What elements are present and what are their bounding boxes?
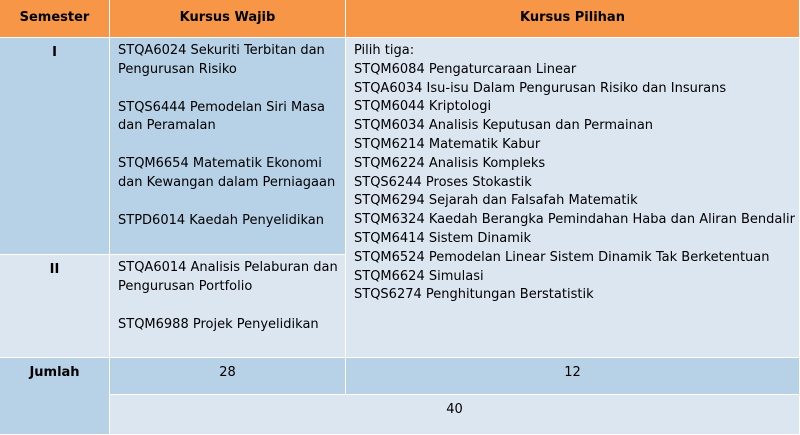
course-item: STQM6654 Matematik Ekonomi dan Kewangan dalam Perniagaan (118, 156, 336, 190)
total-label: Jumlah (0, 358, 110, 435)
elective-item: STQM6324 Kaedah Berangka Pemindahan Haba dan Aliran Bendalir (354, 212, 795, 228)
elective-item: STQS6244 Proses Stokastik (354, 174, 532, 190)
elective-item: STQM6224 Analisis Kompleks (354, 155, 546, 171)
elective-item: STQM6044 Kriptologi (354, 99, 492, 115)
semester-2-label: II (0, 255, 110, 358)
elective-intro: Pilih tiga: (354, 43, 415, 58)
elective-item: STQM6294 Sejarah dan Falsafah Matematik (354, 193, 638, 209)
total-pilihan: 12 (346, 358, 800, 395)
elective-item: STQA6034 Isu-isu Dalam Pengurusan Risiko dan Insurans (354, 80, 727, 96)
course-item: STQA6024 Sekuriti Terbitan dan Pengurusan Risiko (118, 43, 325, 77)
elective-item: STQM6034 Analisis Keputusan dan Permainan (354, 118, 654, 134)
total-wajib: 28 (110, 358, 346, 395)
header-kursus-pilihan: Kursus Pilihan (346, 0, 800, 38)
semester-1-label: I (0, 38, 110, 255)
elective-item: STQM6624 Simulasi (354, 268, 484, 284)
semester-2-courses (110, 255, 346, 358)
elective-item: STQM6524 Pemodelan Linear Sistem Dinamik Tak Berketentuan (354, 249, 770, 265)
course-item: STQM6988 Projek Penyelidikan (118, 316, 319, 332)
header-semester: Semester (0, 0, 110, 38)
elective-courses (346, 38, 800, 358)
course-item: STQA6014 Analisis Pelaburan dan Pengurusan Portfolio (118, 260, 338, 294)
semester-1-courses (110, 38, 346, 255)
course-item: STPD6014 Kaedah Penyelidikan (118, 212, 325, 228)
elective-item: STQM6084 Pengaturcaraan Linear (354, 61, 577, 77)
elective-item: STQS6274 Penghitungan Berstatistik (354, 287, 594, 303)
total-overall: 40 (110, 395, 800, 435)
elective-item: STQM6214 Matematik Kabur (354, 136, 541, 152)
header-kursus-wajib: Kursus Wajib (110, 0, 346, 38)
course-item: STQS6444 Pemodelan Siri Masa dan Peramalan (118, 99, 325, 134)
elective-item: STQM6414 Sistem Dinamik (354, 230, 532, 246)
